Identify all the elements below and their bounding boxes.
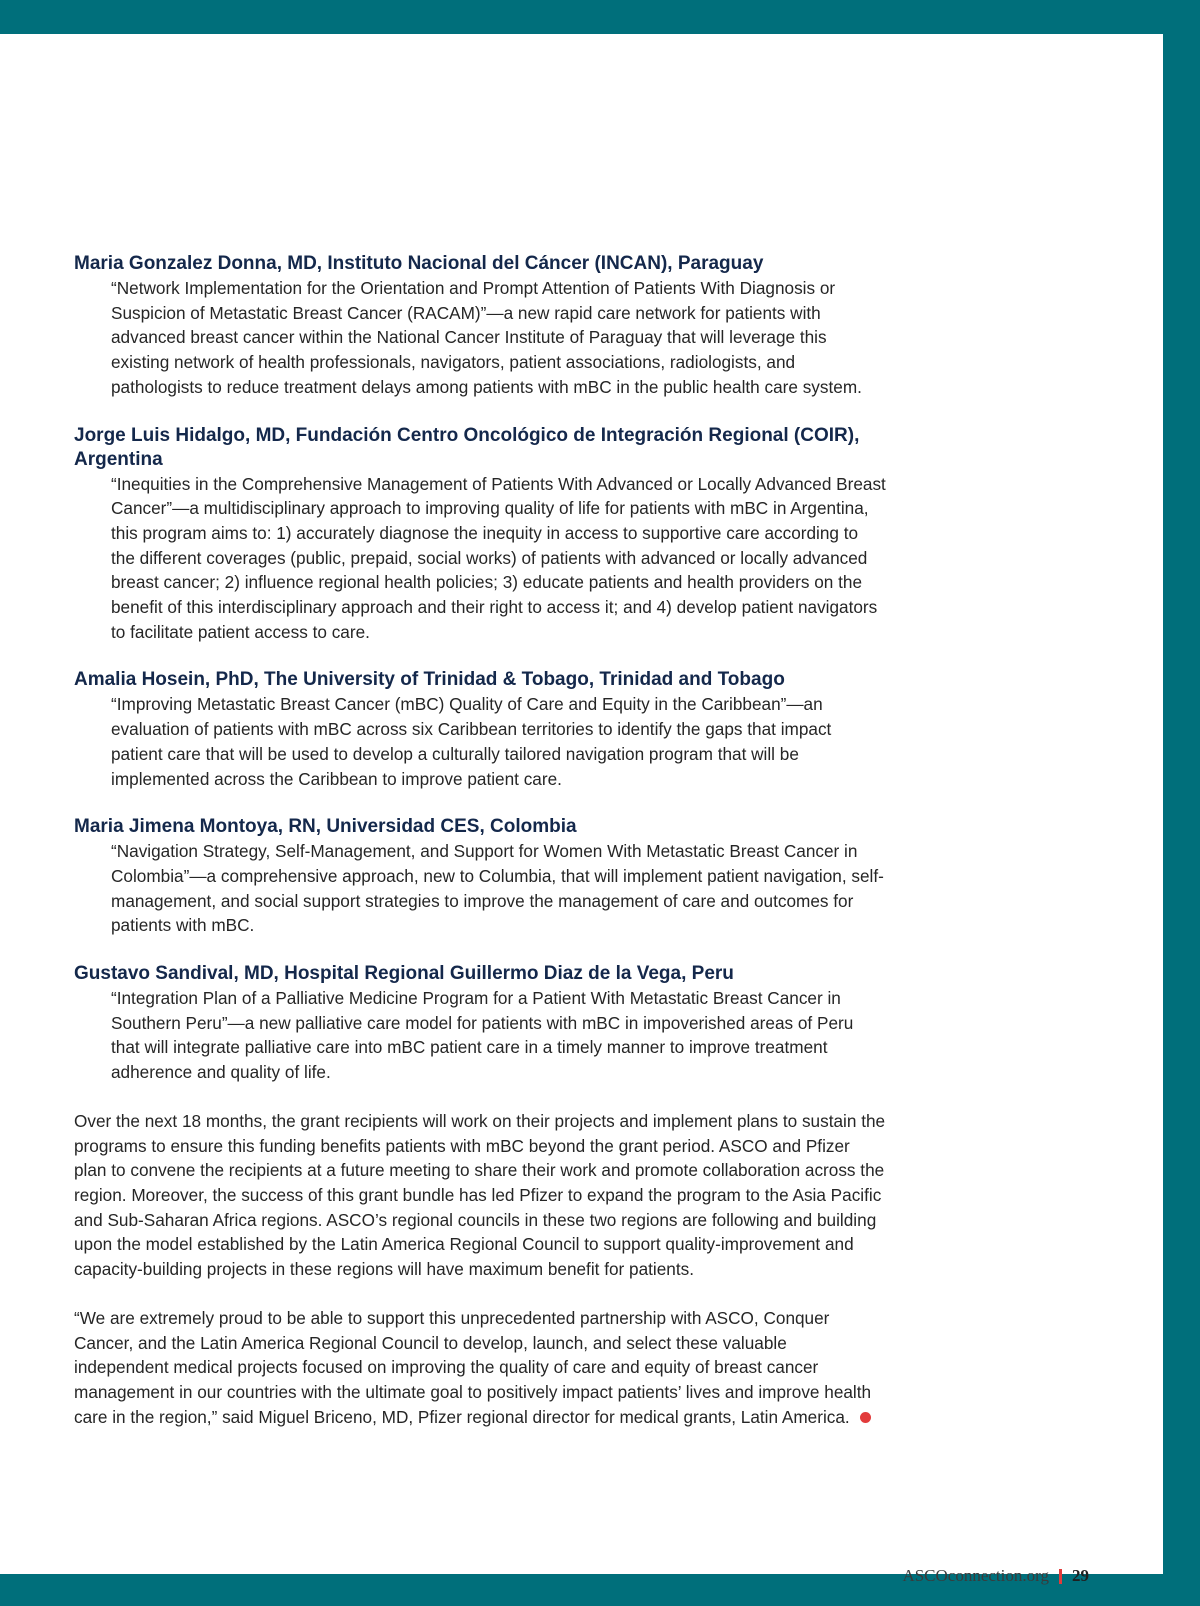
project-description: “Network Implementation for the Orientation and Prompt Attention of Patients With Diagnosis or Suspicion of Metastatic Breast Cancer (RACAM)”—a new rapid care network for patients with advanced breast cancer within the National Cancer Institute of Paraguay that will leverage this existing network of health professionals, navigators, patient associations, radiologists, and pathologists to reduce treatment delays among patients with mBC in the public health care system. (111, 278, 862, 397)
page-number: 29 (1072, 1566, 1089, 1585)
grant-recipient-entry (74, 815, 886, 938)
body-paragraph-text: Over the next 18 months, the grant recipients will work on their projects and implement plans to sustain the programs to ensure this funding benefits patients with mBC beyond the grant period. ASCO and Pfizer plan to convene the recipients at a future meeting to share their work and promote collaboration across the region. Moreover, the success of this grant bundle has led Pfizer to expand the program to the Asia Pacific and Sub-Saharan Africa regions. ASCO’s regional councils in these two regions are following and building upon the model established by the Latin America Regional Council to support quality-improvement and capacity-building projects in these regions will have maximum benefit for patients. (74, 1110, 886, 1280)
project-description: “Improving Metastatic Breast Cancer (mBC) Quality of Care and Equity in the Caribbean”—an evaluation of patients with mBC across six Caribbean territories to identify the gaps that impact patient care that will be used to develop a culturally tailored navigation program that will be implemented across the Caribbean to improve patient care. (111, 694, 832, 789)
recipient-name: Maria Jimena Montoya, RN, Universidad CES, Colombia (74, 816, 577, 838)
recipient-name: Gustavo Sandival, MD, Hospital Regional Guillermo Diaz de la Vega, Peru (74, 963, 734, 985)
quote-paragraph (74, 1306, 886, 1430)
footer-divider (1059, 1569, 1062, 1584)
body-paragraph (74, 1109, 886, 1282)
recipient-name: Jorge Luis Hidalgo, MD, Fundación Centro Oncológico de Integración Regional (COIR), Argentina (74, 424, 860, 470)
grant-recipient-entry (74, 668, 886, 791)
recipient-name: Maria Gonzalez Donna, MD, Instituto Nacional del Cáncer (INCAN), Paraguay (74, 253, 764, 274)
recipient-name: Amalia Hosein, PhD, The University of Trinidad & Tobago, Trinidad and Tobago (74, 669, 785, 691)
end-mark-icon (860, 1412, 871, 1423)
grant-recipient-entry (74, 424, 886, 645)
grant-recipient-entry (74, 962, 886, 1085)
project-description: “Navigation Strategy, Self-Management, and Support for Women With Metastatic Breast Cancer in Colombia”—a comprehensive approach, new to Columbia, that will implement patient navigation, self-management, and social support strategies to improve the management of care and outcomes for patients with mBC. (111, 841, 884, 936)
article-body (74, 252, 886, 1453)
quote-paragraph-text: “We are extremely proud to be able to support this unprecedented partnership with ASCO, Conquer Cancer, and the Latin America Regional Council to develop, launch, and select these valuable independent medical projects focused on improving the quality of care and equity of breast cancer management in our countries with the ultimate goal to positively impact patients’ lives and improve health care in the region,” said Miguel Briceno, MD, Pfizer regional director for medical grants, Latin America. (74, 1307, 872, 1427)
grant-recipient-entry (74, 252, 886, 400)
footer-site-link[interactable]: ASCOconnection.org (902, 1566, 1049, 1585)
page (0, 34, 1163, 1585)
page-footer (902, 1566, 1089, 1586)
project-description: “Inequities in the Comprehensive Management of Patients With Advanced or Locally Advanced Breast Cancer”—a multidisciplinary approach to improving quality of life for patients with mBC in Argentina, this program aims to: 1) accurately diagnose the inequity in access to supportive care according to the different coverages (public, prepaid, social works) of patients with advanced or locally advanced breast cancer; 2) influence regional health policies; 3) educate patients and health providers on the benefit of this interdisciplinary approach and their right to access it; and 4) develop patient navigators to facilitate patient access to care. (111, 473, 886, 642)
project-description: “Integration Plan of a Palliative Medicine Program for a Patient With Metastatic Breast Cancer in Southern Peru”—a new palliative care model for patients with mBC in impoverished areas of Peru that will integrate palliative care into mBC patient care in a timely manner to improve treatment adherence and quality of life. (111, 988, 854, 1083)
